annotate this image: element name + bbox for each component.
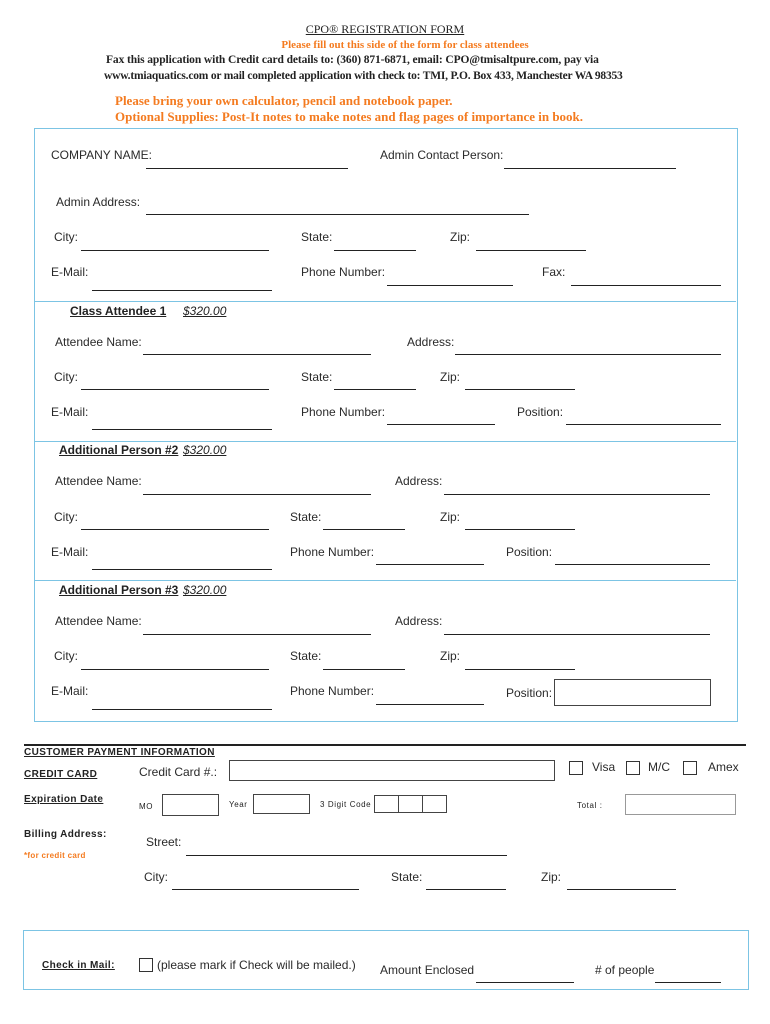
attendee-2-zip-label: Zip: xyxy=(440,510,461,524)
form-title: CPO® REGISTRATION FORM xyxy=(305,22,465,36)
company-name-label: COMPANY NAME: xyxy=(51,148,152,162)
digit-code-input-1[interactable] xyxy=(374,795,399,813)
number-of-people-field[interactable] xyxy=(655,982,721,983)
attendee-1-position-label: Position: xyxy=(517,405,564,419)
attendee-3-address-label: Address: xyxy=(395,614,443,628)
expiration-label: Expiration Date xyxy=(24,794,104,805)
attendee-3-zip-label: Zip: xyxy=(440,649,461,663)
attendee-3-price: $320.00 xyxy=(183,583,227,597)
mc-label: M/C xyxy=(648,760,670,774)
attendee-1-zip-field[interactable] xyxy=(465,389,575,390)
attendee-2-city-field[interactable] xyxy=(81,529,269,530)
attendee-1-address-label: Address: xyxy=(407,335,455,349)
attendee-1-price: $320.00 xyxy=(183,304,227,318)
billing-city-field[interactable] xyxy=(172,889,359,890)
attendee-1-city-field[interactable] xyxy=(81,389,269,390)
card-number-label: Credit Card #.: xyxy=(139,765,218,779)
company-city-field[interactable] xyxy=(81,250,269,251)
section-divider xyxy=(34,301,736,302)
billing-street-label: Street: xyxy=(146,835,182,849)
digit-code-input-3[interactable] xyxy=(422,795,447,813)
month-input[interactable] xyxy=(162,794,219,816)
amex-label: Amex xyxy=(708,760,739,774)
form-subtitle: Please fill out this side of the form for class attendees xyxy=(281,39,529,51)
attendee-1-email-label: E-Mail: xyxy=(51,405,89,419)
payment-top-rule xyxy=(24,744,746,746)
attendee-2-phone-label: Phone Number: xyxy=(290,545,375,559)
attendee-1-state-field[interactable] xyxy=(334,389,416,390)
attendee-2-phone-field[interactable] xyxy=(376,564,484,565)
attendee-1-address-field[interactable] xyxy=(455,354,721,355)
digit-code-input-2[interactable] xyxy=(398,795,423,813)
attendee-2-city-label: City: xyxy=(54,510,78,524)
company-fax-label: Fax: xyxy=(542,265,566,279)
billing-address-label: Billing Address: xyxy=(24,829,107,840)
billing-street-field[interactable] xyxy=(186,855,507,856)
attendee-2-price: $320.00 xyxy=(183,443,227,457)
attendee-3-name-label: Attendee Name: xyxy=(55,614,142,628)
payment-heading: CUSTOMER PAYMENT INFORMATION xyxy=(24,747,215,758)
attendee-2-email-field[interactable] xyxy=(92,569,272,570)
company-zip-field[interactable] xyxy=(476,250,586,251)
amount-enclosed-label: Amount Enclosed xyxy=(380,963,475,977)
attendee-2-heading: Additional Person #2 xyxy=(59,443,179,457)
attendee-3-state-field[interactable] xyxy=(323,669,405,670)
attendee-3-phone-label: Phone Number: xyxy=(290,684,375,698)
attendee-3-position-label: Position: xyxy=(506,686,553,700)
admin-contact-label: Admin Contact Person: xyxy=(380,148,504,162)
check-mail-checkbox[interactable] xyxy=(139,958,153,972)
attendee-1-name-field[interactable] xyxy=(143,354,371,355)
company-city-label: City: xyxy=(54,230,78,244)
attendee-2-state-field[interactable] xyxy=(323,529,405,530)
attendee-3-city-label: City: xyxy=(54,649,78,663)
attendee-2-name-label: Attendee Name: xyxy=(55,474,142,488)
billing-zip-label: Zip: xyxy=(541,870,562,884)
attendee-3-email-field[interactable] xyxy=(92,709,272,710)
attendee-1-heading: Class Attendee 1 xyxy=(70,304,167,318)
fax-instructions-line1: Fax this application with Credit card details to: (360) 871-6871, email: CPO@tmisaltpure.com, pay via xyxy=(106,54,599,66)
total-label: Total : xyxy=(577,801,603,810)
number-of-people-label: # of people xyxy=(595,963,655,977)
attendee-3-position-input[interactable] xyxy=(554,679,711,706)
visa-label: Visa xyxy=(592,760,616,774)
attendee-1-email-field[interactable] xyxy=(92,429,272,430)
optional-supplies-note: Optional Supplies: Post-It notes to make notes and flag pages of importance in book. xyxy=(115,109,584,124)
company-state-label: State: xyxy=(301,230,333,244)
attendee-1-position-field[interactable] xyxy=(566,424,721,425)
amex-checkbox[interactable] xyxy=(683,761,697,775)
admin-address-field[interactable] xyxy=(146,214,529,215)
bring-supplies-note: Please bring your own calculator, pencil and notebook paper. xyxy=(115,93,453,108)
for-credit-card-note: *for credit card xyxy=(24,851,86,860)
section-divider xyxy=(34,580,736,581)
company-email-field[interactable] xyxy=(92,290,272,291)
attendee-2-email-label: E-Mail: xyxy=(51,545,89,559)
attendee-3-heading: Additional Person #3 xyxy=(59,583,179,597)
attendee-1-city-label: City: xyxy=(54,370,78,384)
attendee-3-name-field[interactable] xyxy=(143,634,371,635)
mc-checkbox[interactable] xyxy=(626,761,640,775)
attendee-1-name-label: Attendee Name: xyxy=(55,335,142,349)
company-email-label: E-Mail: xyxy=(51,265,89,279)
attendee-1-state-label: State: xyxy=(301,370,333,384)
attendee-3-state-label: State: xyxy=(290,649,322,663)
admin-contact-field[interactable] xyxy=(504,168,676,169)
visa-checkbox[interactable] xyxy=(569,761,583,775)
attendee-2-address-label: Address: xyxy=(395,474,443,488)
attendee-2-position-label: Position: xyxy=(506,545,553,559)
attendee-3-email-label: E-Mail: xyxy=(51,684,89,698)
credit-card-label: CREDIT CARD xyxy=(24,769,98,780)
attendee-2-zip-field[interactable] xyxy=(465,529,575,530)
check-in-mail-label: Check in Mail: xyxy=(42,960,115,971)
company-phone-field[interactable] xyxy=(387,285,513,286)
company-zip-label: Zip: xyxy=(450,230,471,244)
total-input[interactable] xyxy=(625,794,736,815)
admin-address-label: Admin Address: xyxy=(56,195,141,209)
company-state-field[interactable] xyxy=(334,250,416,251)
company-phone-label: Phone Number: xyxy=(301,265,386,279)
attendee-1-phone-field[interactable] xyxy=(387,424,495,425)
month-label: MO xyxy=(139,802,154,811)
billing-zip-field[interactable] xyxy=(567,889,676,890)
attendee-3-phone-field[interactable] xyxy=(376,704,484,705)
check-frame xyxy=(23,930,749,990)
attendee-2-state-label: State: xyxy=(290,510,322,524)
company-fax-field[interactable] xyxy=(571,285,721,286)
year-input[interactable] xyxy=(253,794,310,814)
check-mail-note: (please mark if Check will be mailed.) xyxy=(157,958,356,972)
attendee-2-position-field[interactable] xyxy=(555,564,710,565)
attendee-3-zip-field[interactable] xyxy=(465,669,575,670)
billing-state-field[interactable] xyxy=(426,889,506,890)
fax-instructions-line2: www.tmiaquatics.com or mail completed application with check to: TMI, P.O. Box 433, Manchester WA 98353 xyxy=(104,70,623,82)
amount-enclosed-field[interactable] xyxy=(476,982,574,983)
attendee-2-name-field[interactable] xyxy=(143,494,371,495)
card-number-input[interactable] xyxy=(229,760,555,781)
billing-state-label: State: xyxy=(391,870,423,884)
company-name-field[interactable] xyxy=(146,168,348,169)
attendee-1-zip-label: Zip: xyxy=(440,370,461,384)
billing-city-label: City: xyxy=(144,870,168,884)
digit-code-label: 3 Digit Code xyxy=(320,800,372,809)
registration-frame xyxy=(34,128,738,722)
year-label: Year xyxy=(229,800,248,809)
attendee-1-phone-label: Phone Number: xyxy=(301,405,386,419)
attendee-3-city-field[interactable] xyxy=(81,669,269,670)
section-divider xyxy=(34,441,736,442)
attendee-2-address-field[interactable] xyxy=(444,494,710,495)
attendee-3-address-field[interactable] xyxy=(444,634,710,635)
